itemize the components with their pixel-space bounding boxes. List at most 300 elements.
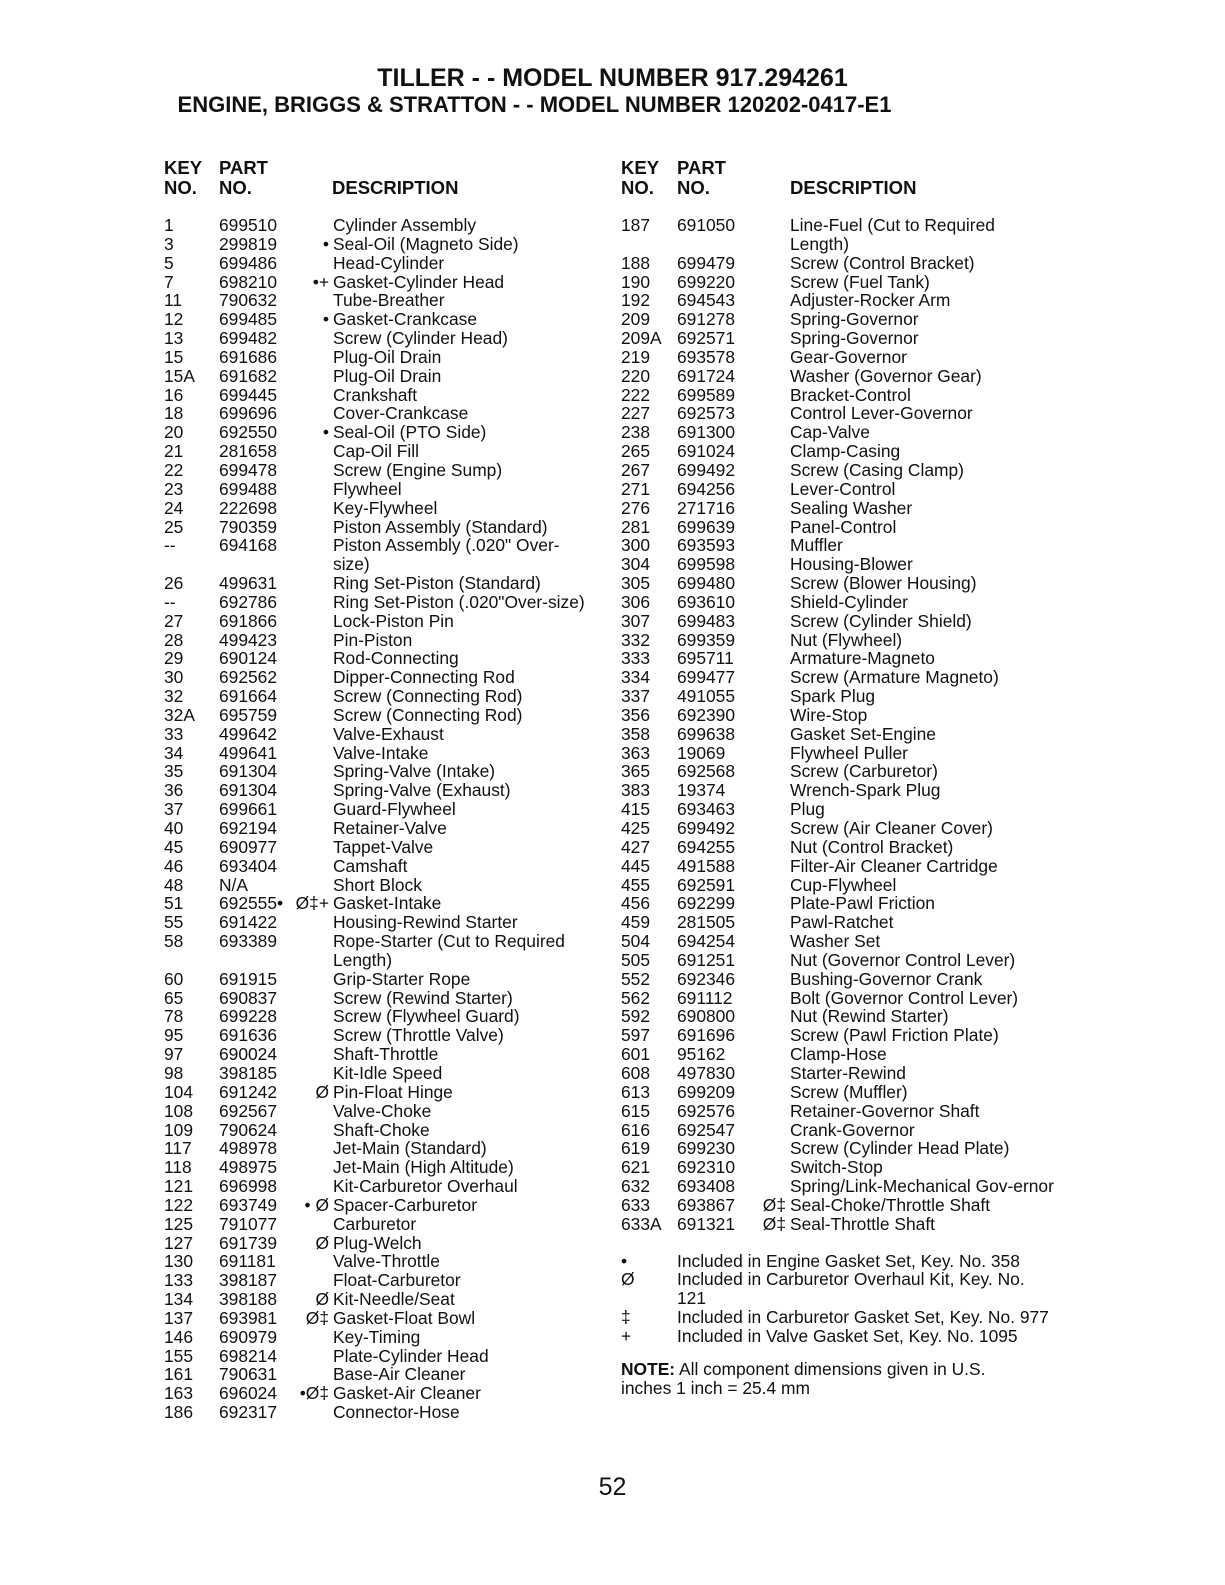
part-description: Screw (Cylinder Head) [333, 328, 508, 349]
key-number: 65 [164, 987, 184, 1008]
part-number: 281505 [677, 912, 736, 933]
key-number: 363 [621, 742, 651, 763]
key-number: -- [164, 535, 176, 556]
footnote-symbol: ‡ [621, 1307, 631, 1328]
part-description: Seal-Oil (PTO Side) [333, 422, 487, 443]
key-number: 36 [164, 780, 184, 801]
part-row [164, 1384, 604, 1403]
part-number: 699486 [219, 252, 278, 273]
page-title: TILLER - - MODEL NUMBER 917.294261 [377, 64, 848, 92]
part-row [621, 838, 1071, 857]
part-number: 691050 [677, 215, 736, 235]
part-description: Washer Set [790, 931, 881, 952]
part-description: Nut (Governor Control Lever) [790, 949, 1016, 970]
part-row [621, 1139, 1071, 1158]
part-number: 690124 [219, 648, 278, 669]
part-description: Spring-Governor [790, 309, 919, 330]
part-row [621, 970, 1071, 989]
part-description: Cover-Crankcase [333, 403, 469, 424]
part-description: Jet-Main (High Altitude) [333, 1157, 514, 1178]
part-row [164, 819, 604, 838]
part-number: 691664 [219, 686, 278, 707]
part-number: 398188 [219, 1289, 278, 1310]
key-number: 300 [621, 535, 651, 556]
part-number: 699445 [219, 384, 278, 405]
part-description: Kit-Carburetor Overhaul [333, 1176, 518, 1197]
part-description: Housing-Rewind Starter [333, 912, 518, 933]
part-number: 693610 [677, 591, 736, 612]
key-number: 562 [621, 987, 651, 1008]
part-description: Gear-Governor [790, 346, 907, 367]
part-number: 691024 [677, 441, 736, 462]
part-row [164, 310, 604, 329]
key-number: 22 [164, 459, 184, 480]
part-row [164, 273, 604, 292]
part-row [621, 1102, 1071, 1121]
key-number: 592 [621, 1006, 651, 1027]
parts-list-left [164, 158, 604, 1422]
part-number: 790631 [219, 1364, 278, 1385]
part-description: Clamp-Casing [790, 441, 901, 462]
key-number: 427 [621, 836, 651, 857]
part-description: Wrench-Spark Plug [790, 780, 941, 801]
part-number: 692547 [677, 1119, 736, 1140]
part-row [164, 1403, 604, 1422]
part-no-header: NO. [219, 177, 252, 198]
part-row [621, 1177, 1071, 1196]
part-description: Screw (Connecting Rod) [333, 686, 523, 707]
part-row [621, 367, 1071, 386]
part-number: 692562 [219, 667, 278, 688]
part-description: Ring Set-Piston (.020"Over-size) [333, 591, 585, 612]
key-number: 45 [164, 836, 184, 857]
part-description: Screw (Engine Sump) [333, 459, 503, 480]
part-description: Nut (Control Bracket) [790, 836, 954, 857]
part-number: 499423 [219, 629, 278, 650]
part-row [621, 404, 1071, 423]
part-number: 691724 [677, 365, 736, 386]
part-description: Seal-Choke/Throttle Shaft [790, 1194, 991, 1215]
key-number: 552 [621, 968, 651, 989]
part-row [621, 348, 1071, 367]
key-number: 146 [164, 1326, 194, 1347]
key-number: 425 [621, 818, 651, 838]
part-number: 693981 [219, 1307, 278, 1328]
included-in-mark: Ø‡ [762, 1213, 786, 1234]
key-number: 601 [621, 1044, 651, 1065]
part-description: Seal-Throttle Shaft [790, 1213, 935, 1234]
key-number: 32 [164, 686, 184, 707]
part-row [164, 518, 604, 537]
part-description: Screw (Connecting Rod) [333, 704, 523, 725]
part-number: 690024 [219, 1044, 278, 1065]
key-number: 122 [164, 1194, 194, 1215]
part-row [621, 819, 1071, 838]
part-description: Pin-Piston [333, 629, 413, 650]
part-number: 691636 [219, 1025, 278, 1046]
part-description: Bushing-Governor Crank [790, 968, 983, 989]
part-row [621, 687, 1071, 706]
key-number: 281 [621, 516, 651, 537]
key-number: 137 [164, 1307, 194, 1328]
key-number: 5 [164, 252, 174, 273]
key-number: 12 [164, 309, 184, 330]
part-row [164, 631, 604, 650]
key-number: -- [164, 591, 176, 612]
part-number: 695711 [677, 648, 734, 669]
note-text: All component dimensions given in U.S. inches 1 inch = 25.4 mm [621, 1358, 986, 1398]
part-description: Line-Fuel (Cut to Required Length) [790, 215, 995, 254]
part-number: 691278 [677, 309, 736, 330]
part-number: 281658 [219, 441, 278, 462]
part-row [164, 668, 604, 687]
part-row [621, 555, 1071, 574]
key-number: 276 [621, 497, 651, 518]
included-in-mark: Ø‡ [305, 1307, 329, 1328]
part-number: 699661 [219, 799, 278, 820]
part-description: Gasket-Float Bowl [333, 1307, 476, 1328]
part-number: 693578 [677, 346, 736, 367]
part-number: 692310 [677, 1157, 736, 1178]
page-subtitle: ENGINE, BRIGGS & STRATTON - - MODEL NUMBER 120202-0417-E1 [177, 92, 892, 117]
key-number: 78 [164, 1006, 184, 1027]
part-description: Kit-Needle/Seat [333, 1289, 455, 1310]
part-number: 699483 [677, 610, 736, 631]
key-number: 134 [164, 1289, 194, 1310]
key-number: 127 [164, 1232, 194, 1253]
key-number: 28 [164, 629, 184, 650]
key-number: 1 [164, 215, 174, 235]
key-number: 104 [164, 1081, 194, 1102]
part-description: Key-Timing [333, 1326, 421, 1347]
part-row [621, 442, 1071, 461]
key-number: 33 [164, 723, 184, 744]
part-description: Guard-Flywheel [333, 799, 456, 820]
key-number: 608 [621, 1062, 651, 1083]
key-number: 332 [621, 629, 651, 650]
part-number: 692550 [219, 422, 278, 443]
footnote-text: Included in Carburetor Overhaul Kit, Key. No. 121 [677, 1269, 1025, 1309]
included-in-mark: •Ø‡ [299, 1383, 329, 1404]
part-number: 690979 [219, 1326, 278, 1347]
part-row [164, 1045, 604, 1064]
footnote [621, 1270, 1071, 1308]
key-number: 219 [621, 346, 651, 367]
part-row [621, 1215, 1071, 1234]
part-description: Screw (Throttle Valve) [333, 1025, 504, 1046]
part-row [164, 329, 604, 348]
part-row [621, 291, 1071, 310]
part-number: 699359 [677, 629, 736, 650]
included-in-mark: •+ [312, 271, 329, 292]
key-number: 3 [164, 233, 174, 254]
part-description: Wire-Stop [790, 704, 868, 725]
part-number: 499631 [219, 573, 278, 594]
part-description: Spring-Valve (Intake) [333, 761, 496, 782]
key-number: 633A [621, 1213, 662, 1234]
key-number: 95 [164, 1025, 184, 1046]
part-number: 499642 [219, 723, 278, 744]
footnotes [621, 1252, 1071, 1346]
part-row [164, 1139, 604, 1158]
part-description: Tube-Breather [333, 290, 445, 311]
part-description: Camshaft [333, 855, 408, 876]
key-number: 117 [164, 1138, 192, 1159]
part-description: Spring-Governor [790, 328, 919, 349]
part-row [164, 857, 604, 876]
part-row [164, 423, 604, 442]
part-description: Adjuster-Rocker Arm [790, 290, 951, 311]
part-number: 19069 [677, 742, 726, 763]
part-number: 692346 [677, 968, 736, 989]
included-in-mark: Ø [315, 1289, 329, 1310]
part-row [164, 687, 604, 706]
part-description: Flywheel Puller [790, 742, 908, 763]
part-row [621, 744, 1071, 763]
key-number: 15 [164, 346, 184, 367]
description-header: DESCRIPTION [790, 177, 917, 198]
part-description: Jet-Main (Standard) [333, 1138, 487, 1159]
part-number: 699510 [219, 215, 278, 235]
part-row [621, 989, 1071, 1008]
part-number: 497830 [677, 1062, 736, 1083]
part-number: 699480 [677, 573, 736, 594]
key-number: 37 [164, 799, 184, 820]
part-description: Gasket-Crankcase [333, 309, 478, 330]
part-number: 699492 [677, 459, 736, 480]
key-no-header: KEY [164, 157, 203, 178]
key-number: 190 [621, 271, 651, 292]
part-number: 691304 [219, 761, 278, 782]
part-number: 693749 [219, 1194, 278, 1215]
part-row [621, 423, 1071, 442]
part-description: Valve-Choke [333, 1100, 432, 1121]
part-description: Armature-Magneto [790, 648, 935, 669]
part-description: Pawl-Ratchet [790, 912, 894, 933]
part-row [164, 894, 604, 913]
part-row [621, 781, 1071, 800]
key-number: 32A [164, 704, 195, 725]
part-row [621, 329, 1071, 348]
part-row [164, 536, 604, 574]
part-description: Key-Flywheel [333, 497, 438, 518]
key-number: 161 [164, 1364, 194, 1385]
part-row [621, 574, 1071, 593]
part-row [164, 348, 604, 367]
part-description: Ring Set-Piston (Standard) [333, 573, 541, 594]
part-number: 692573 [677, 403, 736, 424]
included-in-mark: • [322, 309, 329, 330]
part-number: 691304 [219, 780, 278, 801]
key-no-header: KEY [621, 157, 660, 178]
part-description: Rod-Connecting [333, 648, 459, 669]
key-number: 16 [164, 384, 184, 405]
part-number: 690977 [219, 836, 278, 857]
key-number: 222 [621, 384, 651, 405]
part-number: 699478 [219, 459, 278, 480]
part-description: Control Lever-Governor [790, 403, 973, 424]
part-description: Switch-Stop [790, 1157, 883, 1178]
part-number: 693593 [677, 535, 736, 556]
part-row [621, 518, 1071, 537]
part-number: 693408 [677, 1176, 736, 1197]
included-in-mark: • Ø [304, 1194, 329, 1215]
part-row [621, 273, 1071, 292]
part-row [621, 1196, 1071, 1215]
part-description: Crank-Governor [790, 1119, 915, 1140]
key-number: 125 [164, 1213, 194, 1234]
part-row [621, 593, 1071, 612]
part-row [621, 913, 1071, 932]
part-description: Cup-Flywheel [790, 874, 897, 895]
part-number: 693389 [219, 931, 278, 952]
part-description: Plate-Cylinder Head [333, 1345, 489, 1366]
key-number: 383 [621, 780, 651, 801]
part-row [164, 1064, 604, 1083]
part-row [164, 1309, 604, 1328]
key-number: 163 [164, 1383, 194, 1404]
part-row [621, 631, 1071, 650]
part-description: Bolt (Governor Control Lever) [790, 987, 1019, 1008]
part-row [164, 970, 604, 989]
key-number: 23 [164, 478, 184, 499]
part-number: 696998 [219, 1176, 278, 1197]
part-row [621, 461, 1071, 480]
part-row [621, 386, 1071, 405]
key-number: 188 [621, 252, 651, 273]
part-number: 691321 [677, 1213, 736, 1234]
part-description: Kit-Idle Speed [333, 1062, 443, 1083]
column-headers-right [621, 158, 1071, 202]
key-number: 633 [621, 1194, 651, 1215]
part-number: 698210 [219, 271, 278, 292]
part-row [621, 1026, 1071, 1045]
part-number: 19374 [677, 780, 726, 801]
key-number: 456 [621, 893, 651, 914]
part-description: Washer (Governor Gear) [790, 365, 982, 386]
part-number: 299819 [219, 233, 278, 254]
part-row [621, 876, 1071, 895]
part-description: Grip-Starter Rope [333, 968, 471, 989]
part-row [621, 1045, 1071, 1064]
part-row [164, 989, 604, 1008]
key-number: 597 [621, 1025, 651, 1046]
part-number: 398187 [219, 1270, 278, 1291]
key-number: 40 [164, 818, 184, 838]
description-header: DESCRIPTION [332, 177, 459, 198]
part-number: 699209 [677, 1081, 736, 1102]
part-number: 790624 [219, 1119, 278, 1140]
key-number: 220 [621, 365, 651, 386]
part-description: Screw (Control Bracket) [790, 252, 975, 273]
part-description: Crankshaft [333, 384, 418, 405]
key-number: 26 [164, 573, 184, 594]
key-number: 365 [621, 761, 651, 782]
footnote [621, 1252, 1071, 1271]
part-description: Screw (Armature Magneto) [790, 667, 999, 688]
part-number: 692786 [219, 591, 278, 612]
part-description: Cylinder Assembly [333, 215, 477, 235]
key-number: 307 [621, 610, 651, 631]
part-description: Plug-Oil Drain [333, 346, 442, 367]
part-number: 692299 [677, 893, 736, 914]
key-number: 109 [164, 1119, 194, 1140]
part-row [164, 744, 604, 763]
part-row [621, 480, 1071, 499]
part-number: 699228 [219, 1006, 278, 1027]
key-number: 133 [164, 1270, 194, 1291]
part-number: 692567 [219, 1100, 278, 1121]
key-number: 118 [164, 1157, 192, 1178]
part-row [164, 235, 604, 254]
part-number: 691181 [219, 1251, 276, 1272]
part-number: 691866 [219, 610, 278, 631]
part-row [621, 951, 1071, 970]
part-row [621, 1158, 1071, 1177]
part-description: Cap-Valve [790, 422, 870, 443]
key-number: 58 [164, 931, 184, 952]
part-row [164, 254, 604, 273]
part-row [621, 254, 1071, 273]
part-description: Screw (Rewind Starter) [333, 987, 513, 1008]
key-number: 35 [164, 761, 184, 782]
key-number: 15A [164, 365, 195, 386]
part-row [164, 574, 604, 593]
key-number: 459 [621, 912, 651, 933]
part-number: 498975 [219, 1157, 278, 1178]
included-in-mark: • [322, 422, 329, 443]
part-no-header: PART [219, 157, 268, 178]
note-label: NOTE: [621, 1358, 676, 1379]
part-row [164, 1215, 604, 1234]
part-row [164, 1083, 604, 1102]
part-description: Piston Assembly (.020" Over-size) [333, 535, 560, 575]
key-number: 333 [621, 648, 651, 669]
part-description: Shaft-Choke [333, 1119, 430, 1140]
part-row [164, 499, 604, 518]
part-description: Nut (Flywheel) [790, 629, 903, 650]
part-row [621, 310, 1071, 329]
part-description: Plate-Pawl Friction [790, 893, 935, 914]
footnote-text: Included in Carburetor Gasket Set, Key. No. 977 [677, 1307, 1049, 1328]
key-no-header: NO. [621, 177, 654, 198]
key-number: 619 [621, 1138, 651, 1159]
part-row [164, 593, 604, 612]
part-description: Screw (Fuel Tank) [790, 271, 930, 292]
part-description: Lock-Piston Pin [333, 610, 454, 631]
part-row [164, 442, 604, 461]
part-description: Valve-Exhaust [333, 723, 444, 744]
part-number: 694168 [219, 535, 278, 556]
key-number: 186 [164, 1402, 194, 1423]
part-row [164, 1290, 604, 1309]
part-number: 691242 [219, 1081, 278, 1102]
part-description: Base-Air Cleaner [333, 1364, 466, 1385]
part-row [164, 762, 604, 781]
part-description: Screw (Blower Housing) [790, 573, 977, 594]
key-number: 130 [164, 1251, 194, 1272]
part-description: Nut (Rewind Starter) [790, 1006, 949, 1027]
key-number: 209 [621, 309, 651, 330]
part-description: Lever-Control [790, 478, 896, 499]
part-number: 691300 [677, 422, 736, 443]
part-description: Tappet-Valve [333, 836, 434, 857]
part-number: 692591 [677, 874, 736, 895]
key-number: 25 [164, 516, 184, 537]
part-row [621, 499, 1071, 518]
part-row [164, 1347, 604, 1366]
key-number: 504 [621, 931, 651, 952]
